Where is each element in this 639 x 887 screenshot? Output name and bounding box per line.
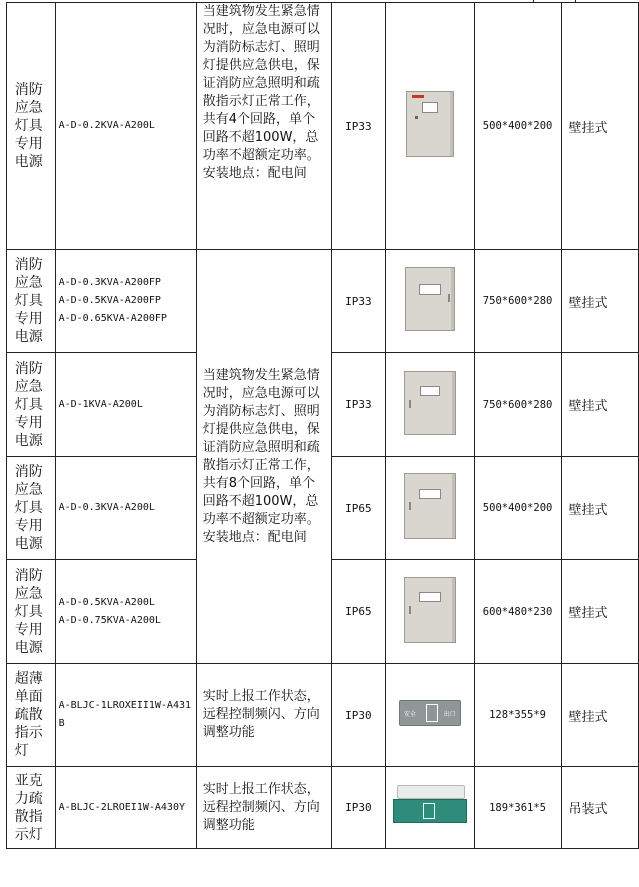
size-cell: [474, 767, 561, 849]
model-cell: [55, 560, 196, 664]
size-value: 750*600*280: [482, 398, 553, 411]
mount-cell: [561, 250, 638, 353]
exit-door-icon: [423, 803, 435, 819]
model-cell: [55, 353, 196, 457]
distribution-cabinet-image: [406, 91, 454, 157]
product-table: [6, 2, 639, 849]
ip-rating: IP33: [345, 398, 372, 411]
product-name: 消防应急灯具专用电源: [14, 360, 43, 449]
description-cell-merged: [196, 250, 331, 664]
mount-cell: [561, 560, 638, 664]
exit-sign-thin-image: [399, 700, 461, 726]
mount-cell: [561, 457, 638, 560]
sign-plate: [393, 799, 467, 823]
size-cell: [474, 457, 561, 560]
model-number: A-D-0.2KVA-A200L: [58, 120, 155, 131]
size-cell: [474, 353, 561, 457]
model-number: A-D-0.5KVA-A200L: [58, 596, 155, 608]
mount-type: 壁挂式: [568, 709, 608, 725]
product-name-cell: [7, 3, 56, 250]
product-image-cell: [386, 457, 475, 560]
sign-text-right: 出口: [443, 711, 456, 718]
distribution-cabinet-image: [404, 577, 456, 643]
description-text: 当建筑物发生紧急情况时，应急电源可以为消防标志灯、照明灯提供应急供电，保证消防应急照明和疏散指示灯正常工作，共有4个回路，单个回路不超100W，总功率不超额定功率。安装地点：配电间: [202, 4, 320, 181]
mount-cell: [561, 353, 638, 457]
size-value: 600*480*230: [482, 605, 553, 618]
model-number: A-BLJC-1LROXEII1W-A431B: [58, 700, 192, 729]
control-panel-icon: [419, 489, 441, 499]
product-image-cell: [386, 560, 475, 664]
product-name: 超薄单面疏散指示灯: [14, 671, 43, 759]
ip-rating: IP33: [345, 294, 372, 308]
mount-type: 壁挂式: [568, 399, 608, 414]
ip-rating-cell: [331, 767, 385, 849]
distribution-cabinet-image: [404, 371, 456, 435]
table-row: [7, 664, 639, 767]
size-value: 750*600*280: [482, 295, 553, 307]
mount-cell: [561, 767, 638, 849]
model-number: A-D-0.5KVA-A200FP: [58, 295, 161, 306]
size-cell: [474, 3, 561, 250]
model-number: A-D-0.3KVA-A200L: [58, 502, 155, 513]
mount-cell: [561, 3, 638, 250]
product-name-cell: [7, 353, 56, 457]
handle-icon: [409, 606, 411, 614]
product-name-cell: [7, 664, 56, 767]
ip-rating-cell: [331, 664, 385, 767]
product-name: 消防应急灯具专用电源: [14, 464, 43, 552]
description-cell: [196, 3, 331, 250]
product-image-cell: [386, 353, 475, 457]
control-panel-icon: [420, 386, 440, 396]
product-image-cell: [386, 767, 475, 849]
product-name: 消防应急灯具专用电源: [14, 257, 43, 345]
ip-rating: IP33: [345, 119, 372, 133]
distribution-cabinet-image: [405, 267, 455, 331]
product-image-cell: [386, 664, 475, 767]
model-cell: [55, 664, 196, 767]
product-name-cell: [7, 250, 56, 353]
exit-sign-acrylic-image: [393, 785, 467, 827]
sign-text-left: 安全: [403, 711, 416, 718]
indicator-lamp-icon: [415, 116, 418, 119]
ip-rating: IP65: [345, 605, 372, 618]
product-name-cell: [7, 457, 56, 560]
distribution-cabinet-image: [404, 473, 456, 539]
model-cell: [55, 250, 196, 353]
model-number: A-D-1KVA-A200L: [58, 398, 143, 410]
ip-rating-cell: [331, 353, 385, 457]
table-row: [7, 250, 639, 353]
size-cell: [474, 250, 561, 353]
mount-type: 壁挂式: [568, 502, 608, 518]
handle-icon: [409, 502, 411, 510]
product-image-cell: [386, 3, 475, 250]
ip-rating: IP30: [345, 708, 372, 722]
size-cell: [474, 560, 561, 664]
table-row: [7, 3, 639, 250]
ip-rating-cell: [331, 250, 385, 353]
description-cell: [196, 767, 331, 849]
mount-type: 壁挂式: [568, 295, 608, 311]
brand-mark-icon: [412, 95, 424, 98]
mount-cell: [561, 664, 638, 767]
model-number: A-D-0.65KVA-A200FP: [58, 313, 167, 324]
product-name-cell: [7, 560, 56, 664]
ip-rating: IP65: [345, 501, 372, 515]
description-text: 实时上报工作状态，远程控制频闪、方向调整功能: [202, 781, 320, 833]
handle-icon: [409, 400, 411, 408]
model-cell: [55, 457, 196, 560]
size-value: 128*355*9: [489, 709, 547, 721]
product-name: 消防应急灯具专用电源: [14, 567, 43, 656]
handle-icon: [448, 294, 450, 302]
size-cell: [474, 664, 561, 767]
size-value: 500*400*200: [482, 120, 553, 132]
model-number: A-BLJC-2LROEI1W-A430Y: [58, 801, 185, 813]
description-text: 当建筑物发生紧急情况时，应急电源可以为消防标志灯、照明灯提供应急供电，保证消防应急照明和疏散指示灯正常工作，共有8个回路，单个回路不超100W，总功率不超额定功率。安装地点：配电间: [202, 367, 320, 545]
product-name: 消防应急灯具专用电源: [14, 82, 43, 170]
mount-type: 壁挂式: [568, 606, 608, 621]
model-number: A-D-0.75KVA-A200L: [58, 614, 161, 626]
ip-rating-cell: [331, 560, 385, 664]
sign-mount-cap: [397, 785, 465, 799]
ip-rating-cell: [331, 457, 385, 560]
size-value: 189*361*5: [489, 801, 547, 814]
description-cell: [196, 664, 331, 767]
exit-door-icon: [426, 704, 438, 722]
product-name: 亚克力疏散指示灯: [14, 772, 43, 843]
size-value: 500*400*200: [482, 502, 553, 514]
model-cell: [55, 3, 196, 250]
control-panel-icon: [419, 284, 441, 295]
control-panel-icon: [422, 102, 438, 113]
description-text: 实时上报工作状态，远程控制频闪、方向调整功能: [202, 689, 320, 740]
product-image-cell: [386, 250, 475, 353]
table-row: [7, 767, 639, 849]
model-number: A-D-0.3KVA-A200FP: [58, 277, 161, 288]
ip-rating-cell: [331, 3, 385, 250]
model-cell: [55, 767, 196, 849]
mount-type: 壁挂式: [568, 120, 608, 136]
product-name-cell: [7, 767, 56, 849]
control-panel-icon: [419, 592, 441, 602]
ip-rating: IP30: [345, 801, 372, 814]
mount-type: 吊装式: [568, 802, 608, 817]
